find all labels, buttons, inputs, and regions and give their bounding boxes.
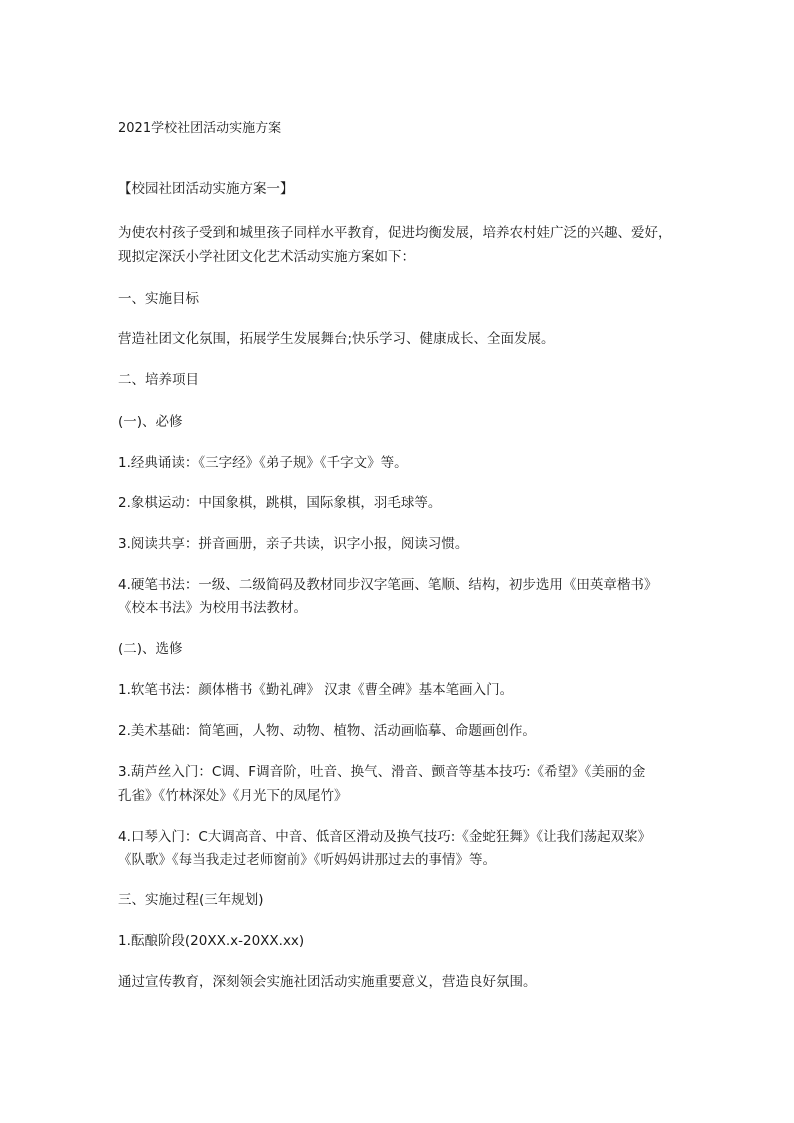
heading-elective: (二)、选修 — [118, 641, 183, 657]
heading-goals: 一、实施目标 — [118, 291, 199, 307]
heading-process: 三、实施过程(三年规划) — [118, 892, 264, 908]
elective-item-4-line-2: 《队歌》《每当我走过老师窗前》《听妈妈讲那过去的事情》等。 — [118, 852, 496, 868]
elective-item-1: 1.软笔书法：颜体楷书《勤礼碑》 汉隶《曹全碑》基本笔画入门。 — [118, 682, 514, 698]
elective-item-2: 2.美术基础：简笔画，人物、动物、植物、活动画临摹、命题画创作。 — [118, 723, 536, 739]
intro-line-1: 为使农村孩子受到和城里孩子同样水平教育，促进均衡发展，培养农村娃广泛的兴趣、爱好， — [118, 225, 672, 241]
heading-projects: 二、培养项目 — [118, 372, 199, 388]
elective-item-4-line-1: 4.口琴入门：C大调高音、中音、低音区滑动及换气技巧:《金蛇狂舞》《让我们荡起双桨》 — [118, 829, 652, 845]
required-item-2: 2.象棋运动：中国象棋，跳棋，国际象棋，羽毛球等。 — [118, 495, 442, 511]
section-header: 【校园社团活动实施方案一】 — [118, 181, 294, 197]
required-item-4-line-1: 4.硬笔书法：一级、二级简码及教材同步汉字笔画、笔顺、结构，初步选用《田英章楷书》 — [118, 577, 658, 593]
heading-required: (一)、必修 — [118, 414, 183, 430]
goals-text: 营造社团文化氛围，拓展学生发展舞台;快乐学习、健康成长、全面发展。 — [118, 331, 555, 347]
phase-1-text: 通过宣传教育，深刻领会实施社团活动实施重要意义，营造良好氛围。 — [118, 974, 537, 990]
required-item-4-line-2: 《校本书法》为校用书法教材。 — [118, 600, 307, 616]
document-title: 2021学校社团活动实施方案 — [118, 121, 282, 136]
required-item-3: 3.阅读共享：拼音画册，亲子共读，识字小报，阅读习惯。 — [118, 536, 469, 552]
elective-item-3-line-2: 孔雀》《竹林深处》《月光下的凤尾竹》 — [118, 788, 348, 804]
required-item-1: 1.经典诵读：《三字经》《弟子规》《千字文》等。 — [118, 455, 408, 471]
phase-1-heading: 1.酝酿阶段(20XX.x-20XX.xx) — [118, 933, 305, 949]
elective-item-3-line-1: 3.葫芦丝入门：C调、F调音阶，吐音、换气、滑音、颤音等基本技巧:《希望》《美丽的金 — [118, 764, 646, 780]
intro-line-2: 现拟定深沃小学社团文化艺术活动实施方案如下： — [118, 249, 415, 265]
